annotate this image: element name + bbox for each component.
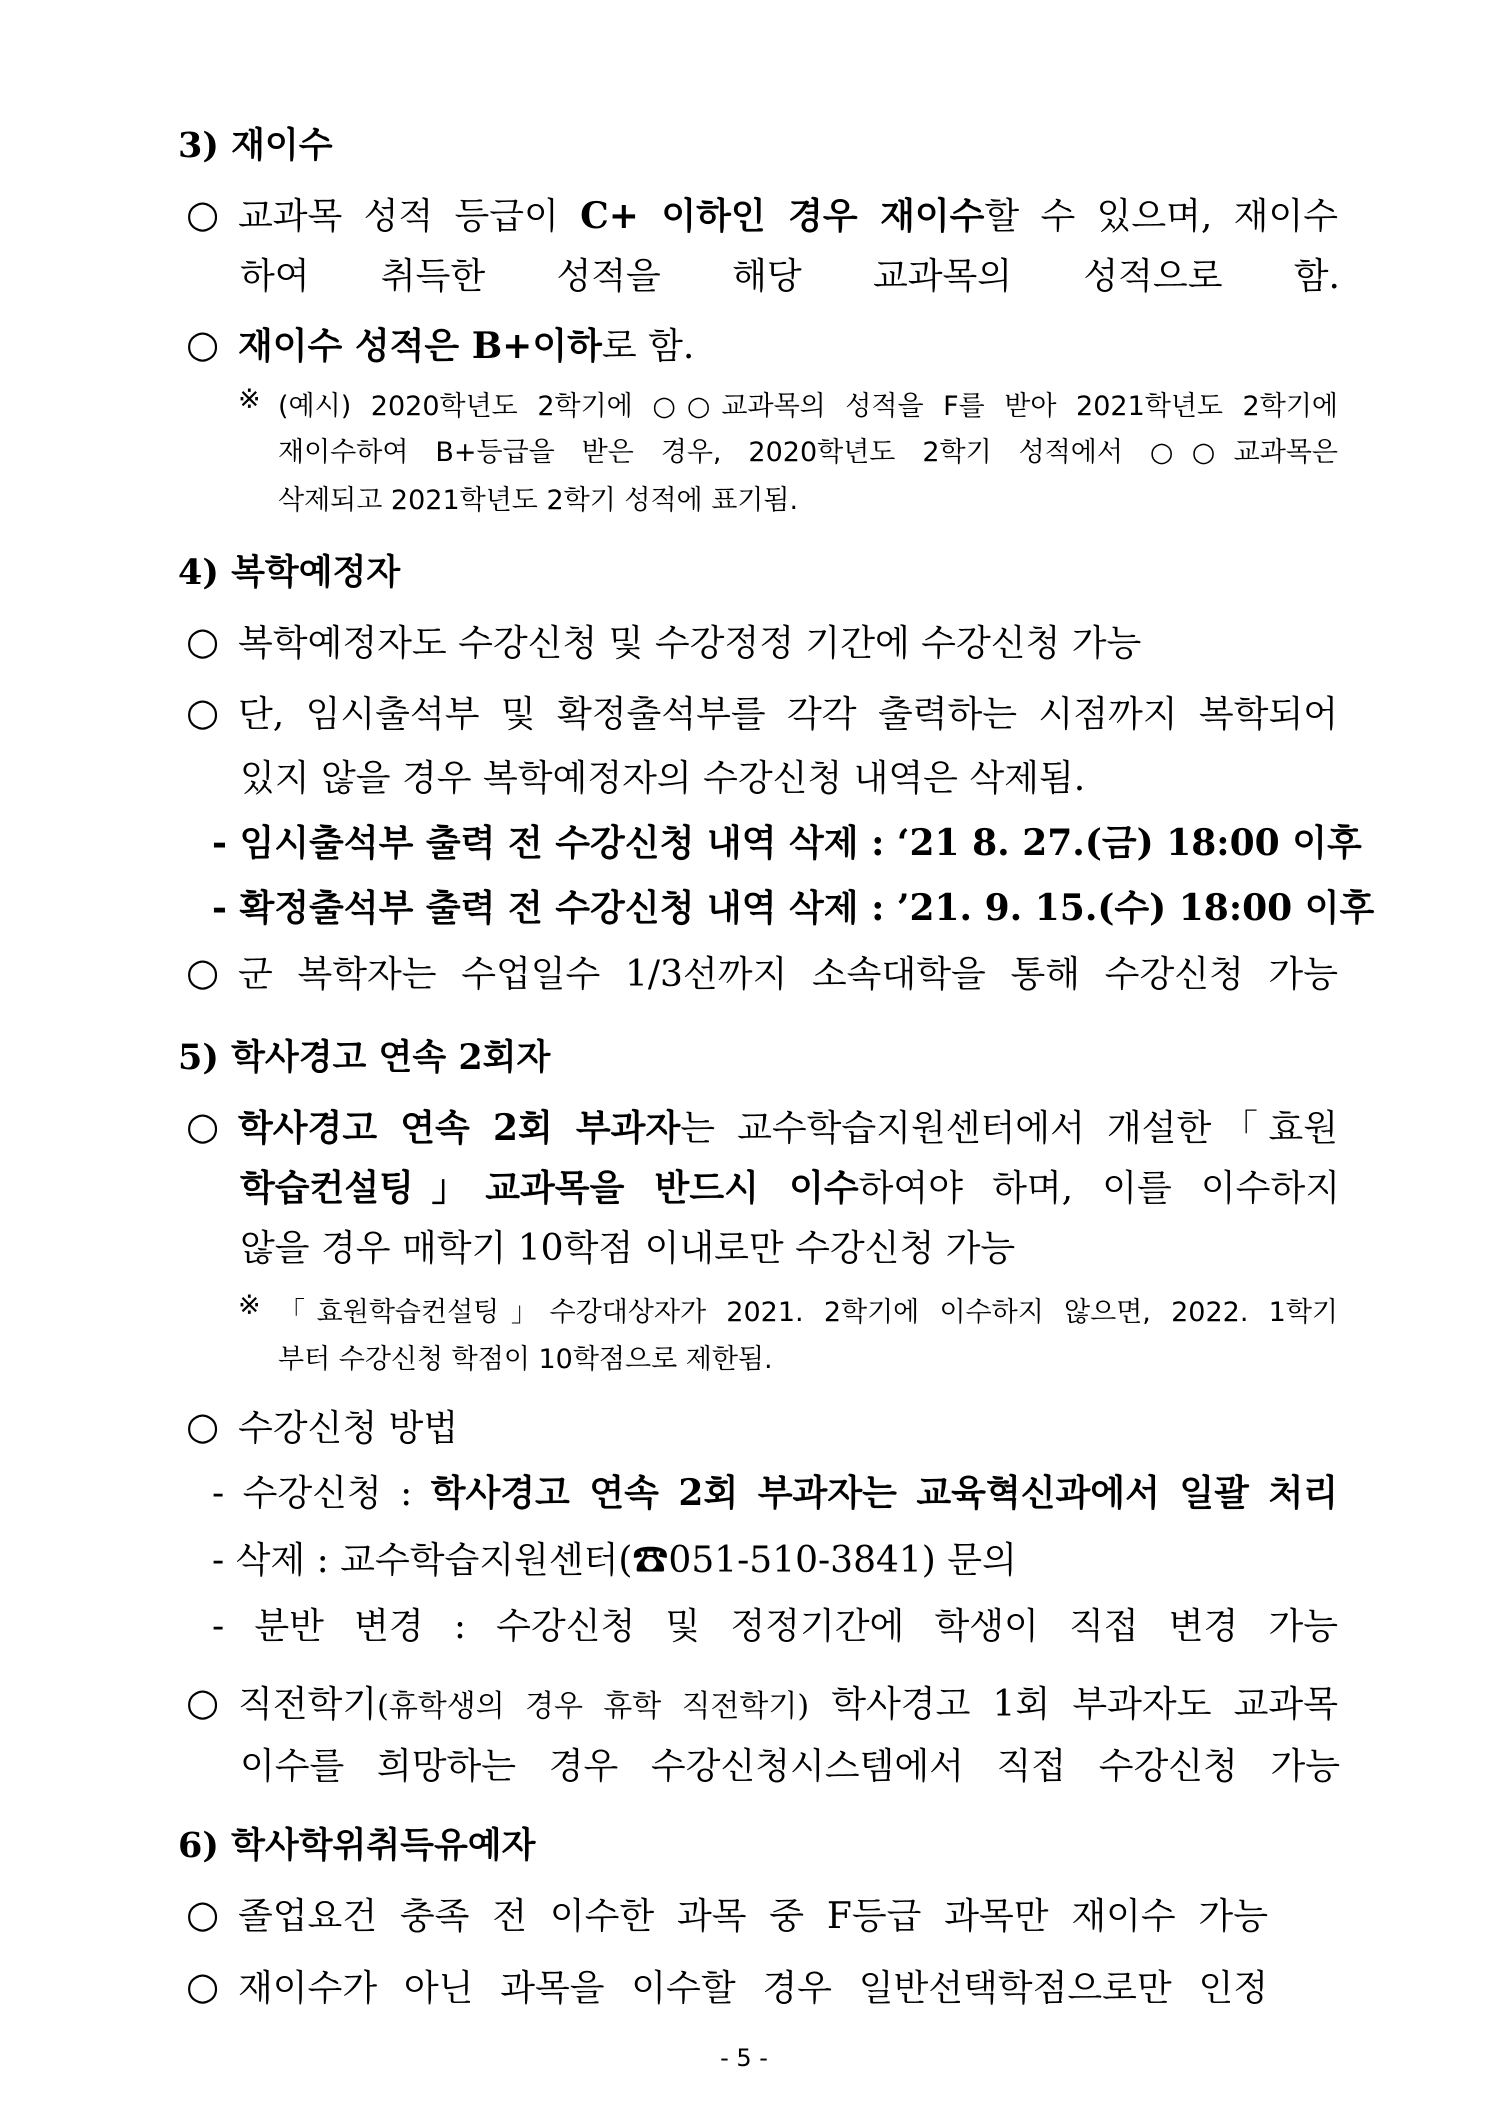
section-3-heading: 3) 재이수 (178, 125, 333, 166)
s5-bullet-3-line-1: 직전학기(휴학생의 경우 휴학 직전학기) 학사경고 1회 부과자도 교과목 (238, 1684, 1338, 1725)
s5-note-line-1: 「효원학습컨설팅」수강대상자가 2021. 2학기에 이수하지 않으면, 2022. 1학기 (278, 1297, 1338, 1328)
s4-bullet-2-line-2: 있지 않을 경우 복학예정자의 수강신청 내역은 삭제됨. (240, 758, 1086, 799)
s5-dash-3: - 분반 변경 : 수강신청 및 정정기간에 학생이 직접 변경 가능 (212, 1606, 1338, 1647)
bullet-icon: ○ (186, 192, 220, 236)
section-6-heading: 6) 학사학위취득유예자 (178, 1825, 536, 1866)
reference-mark-icon: ※ (238, 384, 261, 415)
s6-bullet-1: 졸업요건 충족 전 이수한 과목 중 F등급 과목만 재이수 가능 (238, 1896, 1268, 1937)
s3-note-line-2: 재이수하여 B+등급을 받은 경우, 2020학년도 2학기 성적에서 ○○교과목은 (278, 437, 1338, 468)
bullet-icon: ○ (186, 322, 220, 366)
reference-mark-icon: ※ (238, 1290, 261, 1321)
bullet-icon: ○ (186, 1892, 220, 1936)
bullet-icon: ○ (186, 1964, 220, 2008)
s5-bullet-3-line-2: 이수를 희망하는 경우 수강신청시스템에서 직접 수강신청 가능 (240, 1746, 1340, 1787)
s3-bullet-1-line-2: 하여 취득한 성적을 해당 교과목의 성적으로 함. (240, 256, 1340, 297)
bullet-icon: ○ (186, 950, 220, 994)
s5-bullet-1-line-3: 않을 경우 매학기 10학점 이내로만 수강신청 가능 (240, 1228, 1016, 1269)
s5-dash-2: - 삭제 : 교수학습지원센터(☎051-510-3841) 문의 (212, 1540, 1017, 1581)
s6-bullet-2: 재이수가 아닌 과목을 이수할 경우 일반선택학점으로만 인정 (238, 1968, 1268, 2009)
s5-note-line-2: 부터 수강신청 학점이 10학점으로 제한됨. (278, 1344, 773, 1375)
section-4-heading: 4) 복학예정자 (178, 552, 401, 593)
bullet-icon: ○ (186, 690, 220, 734)
s4-dash-1: - 임시출석부 출력 전 수강신청 내역 삭제 : ‘21 8. 27.(금) 18:00 이후 (212, 822, 1362, 864)
s3-bullet-1-line-1: 교과목 성적 등급이 C+ 이하인 경우 재이수할 수 있으며, 재이수 (238, 195, 1339, 237)
s4-bullet-3: 군 복학자는 수업일수 1/3선까지 소속대학을 통해 수강신청 가능 (238, 954, 1338, 995)
bullet-icon: ○ (186, 1404, 220, 1448)
s5-bullet-1-line-1: 학사경고 연속 2회 부과자는 교수학습지원센터에서 개설한「효원 (238, 1107, 1338, 1149)
s3-note-line-1: (예시) 2020학년도 2학기에 ○○교과목의 성적을 F를 받아 2021학년도 2학기에 (278, 391, 1338, 422)
bullet-icon: ○ (186, 1680, 220, 1724)
s4-bullet-2-line-1: 단, 임시출석부 및 확정출석부를 각각 출력하는 시점까지 복학되어 (238, 694, 1338, 735)
s5-bullet-2: 수강신청 방법 (238, 1408, 459, 1449)
s3-note-line-3: 삭제되고 2021학년도 2학기 성적에 표기됨. (278, 485, 799, 516)
s4-bullet-1: 복학예정자도 수강신청 및 수강정정 기간에 수강신청 가능 (238, 623, 1142, 664)
section-5-heading: 5) 학사경고 연속 2회자 (178, 1037, 551, 1078)
bullet-icon: ○ (186, 1104, 220, 1148)
s5-bullet-1-line-2: 학습컨설팅」교과목을 반드시 이수하여야 하며, 이를 이수하지 (240, 1167, 1341, 1209)
page-number: - 5 - (720, 2044, 768, 2072)
bullet-icon: ○ (186, 619, 220, 663)
s5-dash-1: - 수강신청 : 학사경고 연속 2회 부과자는 교육혁신과에서 일괄 처리 (212, 1472, 1338, 1514)
s4-dash-2: - 확정출석부 출력 전 수강신청 내역 삭제 : ’21. 9. 15.(수) 18:00 이후 (212, 887, 1375, 929)
s3-bullet-2: 재이수 성적은 B+이하로 함. (238, 325, 695, 367)
